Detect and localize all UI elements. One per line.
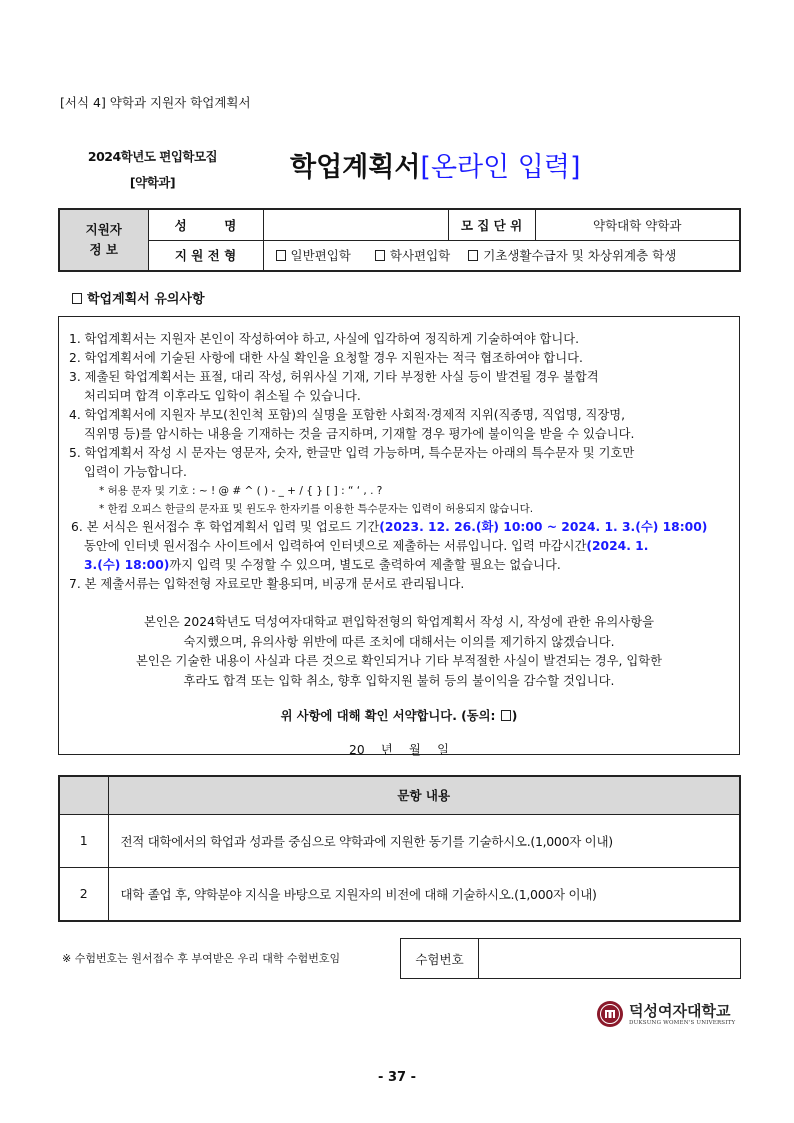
checkbox-icon[interactable] [375, 250, 385, 261]
question-no: 2 [59, 867, 108, 921]
unit-label: 모 집 단 위 [448, 209, 535, 240]
form-label: [서식 4] 약학과 지원자 학업계획서 [60, 95, 251, 110]
type-option-welfare[interactable]: 기초생활수급자 및 차상위계층 학생 [468, 248, 676, 263]
exam-number-note: ※ 수험번호는 원서접수 후 부여받은 우리 대학 수험번호임 [62, 952, 341, 965]
type-option-bachelor[interactable]: 학사편입학 [375, 248, 450, 263]
questions-table [58, 775, 741, 922]
page-number: - 37 - [378, 1070, 416, 1085]
pledge-line: 숙지했으며, 유의사항 위반에 따른 조치에 대해서는 이의를 제기하지 않겠습니다. [183, 634, 615, 649]
pledge-line: 본인은 2024학년도 덕성여자대학교 편입학전형의 학업계획서 작성 시, 작성에 관한 유의사항을 [144, 615, 654, 629]
agree-checkbox[interactable] [501, 710, 511, 721]
subtitle [80, 144, 225, 196]
title-accent: [온라인 입력] [420, 152, 581, 183]
logo-english: DUKSUNG WOMEN'S UNIVERSITY [629, 1019, 736, 1026]
pledge-confirm: 위 사항에 대해 확인 서약합니다. (동의: ) [280, 709, 518, 723]
unit-value: 약학대학 약학과 [535, 209, 740, 240]
question-row [59, 814, 740, 867]
question-text: 전적 대학에서의 학업과 성과를 중심으로 약학과에 지원한 동기를 기술하시오.(1,000자 이내) [108, 814, 740, 867]
notice-6-cont: 동안에 인터넷 원서접수 사이트에서 입력하여 인터넷으로 제출하는 서류입니다. 입력 마감시간(2024. 1. [84, 539, 649, 553]
name-field[interactable] [263, 209, 448, 240]
applicant-info-table [58, 208, 741, 272]
exam-number-label: 수험번호 [401, 939, 479, 979]
question-header: 문항 내용 [108, 776, 740, 814]
notice-4-cont: 직위명 등)를 암시하는 내용을 기재하는 것을 금지하며, 기재할 경우 평가에 불이익을 받을 수 있습니다. [84, 427, 635, 441]
square-bullet-icon [72, 293, 82, 304]
type-option-general[interactable]: 일반편입학 [276, 248, 351, 263]
pledge-date: 20 년 월 일 [349, 742, 449, 757]
page-title [290, 145, 580, 184]
notice-6: 6. 본 서식은 원서접수 후 학업계획서 입력 및 업로드 기간(2023. 12. 26.(화) 10:00 ~ 2024. 1. 3.(수) 18:00) [71, 520, 708, 534]
checkbox-icon[interactable] [276, 250, 286, 261]
pledge-line: 본인은 기술한 내용이 사실과 다른 것으로 확인되거나 기타 부적절한 사실이 발견되는 경우, 입학한 [136, 654, 662, 668]
notice-5: 5. 학업계획서 작성 시 문자는 영문자, 숫자, 한글만 입력 가능하며, 특수문자는 아래의 특수문자 및 기호만 [69, 446, 635, 460]
university-seal-icon [596, 1000, 624, 1028]
subtitle-line1: 2024학년도 편입학모집 [87, 149, 218, 164]
title-main: 학업계획서 [290, 152, 421, 183]
notice-3: 3. 제출된 학업계획서는 표절, 대리 작성, 허위사실 기재, 기타 부정한 사실 등이 발견될 경우 불합격 [69, 370, 599, 384]
name-label: 성 명 [148, 209, 263, 240]
notice-1: 1. 학업계획서는 지원자 본인이 작성하여야 하고, 사실에 입각하여 정직하게 기술하여야 합니다. [69, 332, 580, 346]
question-row [59, 867, 740, 921]
notice-5-cont: 입력이 가능합니다. [84, 465, 187, 479]
pledge-line: 후라도 합격 또는 입학 취소, 향후 입학지원 불허 등의 불이익을 감수할 것입니다. [183, 673, 615, 688]
notice-2: 2. 학업계획서에 기술된 사항에 대한 사실 확인을 요청할 경우 지원자는 적극 협조하여야 합니다. [69, 351, 583, 365]
question-no-header [59, 776, 108, 814]
notice-box [58, 316, 740, 755]
notice-4: 4. 학업계획서에 지원자 부모(친인척 포함)의 실명을 포함한 사회적·경제적 지위(직종명, 직업명, 직장명, [69, 408, 626, 422]
applicant-section-label: 지원자 정 보 [59, 209, 148, 271]
allowed-chars: * 허용 문자 및 기호 : ~ ! @ # ^ ( ) - _ + / { } [ ] : “ ‘ , . ? [99, 485, 383, 497]
question-no: 1 [59, 814, 108, 867]
subtitle-line2: [약학과] [129, 175, 176, 190]
notice-7: 7. 본 제출서류는 입학전형 자료로만 활용되며, 비공개 문서로 관리됩니다. [69, 577, 465, 591]
disallowed-chars: * 한컴 오피스 한글의 문자표 및 윈도우 한자키를 이용한 특수문자는 입력이 허용되지 않습니다. [99, 503, 534, 515]
question-text: 대학 졸업 후, 약학분야 지식을 바탕으로 지원자의 비전에 대해 기술하시오.(1,000자 이내) [108, 867, 740, 921]
notice-3-cont: 처리되며 합격 이후라도 입학이 취소될 수 있습니다. [84, 389, 361, 403]
type-label: 지 원 전 형 [148, 240, 263, 271]
type-options [263, 240, 740, 271]
notice-heading: 학업계획서 유의사항 [72, 288, 205, 307]
notice-6-cont2: 3.(수) 18:00)까지 입력 및 수정할 수 있으며, 별도로 출력하여 제출할 필요는 없습니다. [84, 558, 561, 572]
checkbox-icon[interactable] [468, 250, 478, 261]
pledge [59, 613, 739, 760]
exam-number-field[interactable] [479, 939, 741, 979]
university-logo [596, 1000, 735, 1028]
exam-number-table [400, 938, 741, 979]
logo-name: 덕성여자대학교 [629, 1001, 731, 1020]
